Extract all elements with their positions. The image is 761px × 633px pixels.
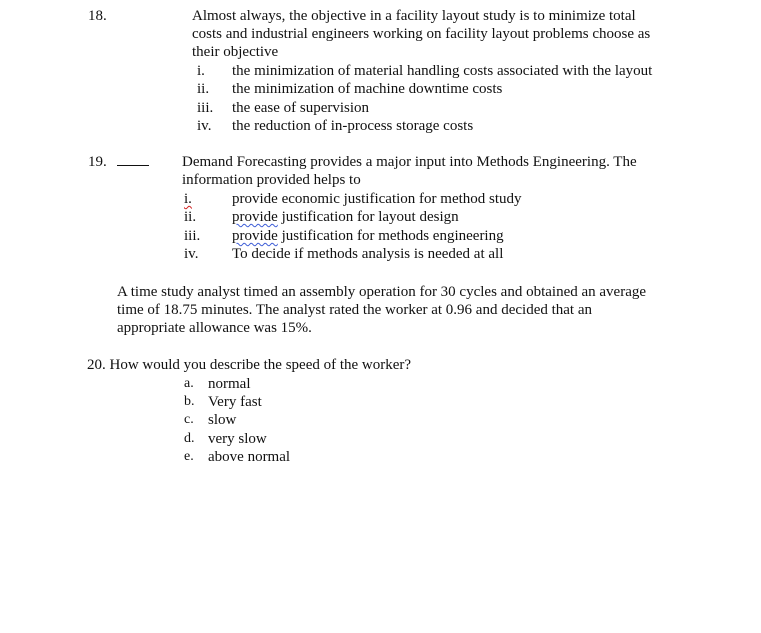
option-text: the ease of supervision [232, 100, 370, 116]
option-text: the minimization of material handling costs associated with the layout [232, 63, 653, 79]
option-marker: ii. [184, 209, 197, 225]
option-marker: ii. [197, 81, 210, 97]
option-text: very slow [208, 431, 267, 447]
question-stem: 20. How would you describe the speed of the worker? [87, 357, 412, 373]
question-stem-line: information provided helps to [182, 172, 361, 188]
option-marker: c. [184, 412, 194, 427]
question-stem-line: Almost always, the objective in a facility layout study is to minimize total [192, 8, 636, 24]
option-marker: e. [184, 449, 194, 464]
option-text: the minimization of machine downtime costs [232, 81, 503, 97]
scenario-line: A time study analyst timed an assembly operation for 30 cycles and obtained an average [117, 284, 647, 300]
scenario-line: appropriate allowance was 15%. [117, 320, 312, 336]
question-number: 19. [88, 154, 107, 170]
scenario-line: time of 18.75 minutes. The analyst rated the worker at 0.96 and decided that an [117, 302, 592, 318]
question-stem-line: costs and industrial engineers working on facility layout problems choose as [192, 26, 651, 42]
option-marker: iii. [184, 228, 201, 244]
answer-blank[interactable] [117, 153, 149, 171]
option-marker: iv. [197, 118, 212, 134]
option-marker: d. [184, 431, 195, 446]
option-text: Very fast [208, 394, 262, 410]
option-text: above normal [208, 449, 291, 465]
option-text: provide economic justification for method study [232, 191, 522, 207]
option-text: normal [208, 376, 251, 392]
question-stem-line: their objective [192, 44, 279, 60]
option-text: To decide if methods analysis is needed at all [232, 246, 504, 262]
option-marker: iv. [184, 246, 199, 262]
option-text: provide justification for layout design [232, 209, 459, 225]
option-marker: i. [197, 63, 205, 79]
option-text: slow [208, 412, 237, 428]
question-stem-line: Demand Forecasting provides a major input into Methods Engineering. The [182, 154, 637, 170]
option-marker: i. [184, 191, 192, 207]
option-text: provide justification for methods engineering [232, 228, 504, 244]
option-marker: b. [184, 394, 195, 409]
option-marker: a. [184, 376, 194, 391]
option-text: the reduction of in-process storage costs [232, 118, 474, 134]
option-marker: iii. [197, 100, 214, 116]
question-number: 18. [88, 8, 107, 24]
